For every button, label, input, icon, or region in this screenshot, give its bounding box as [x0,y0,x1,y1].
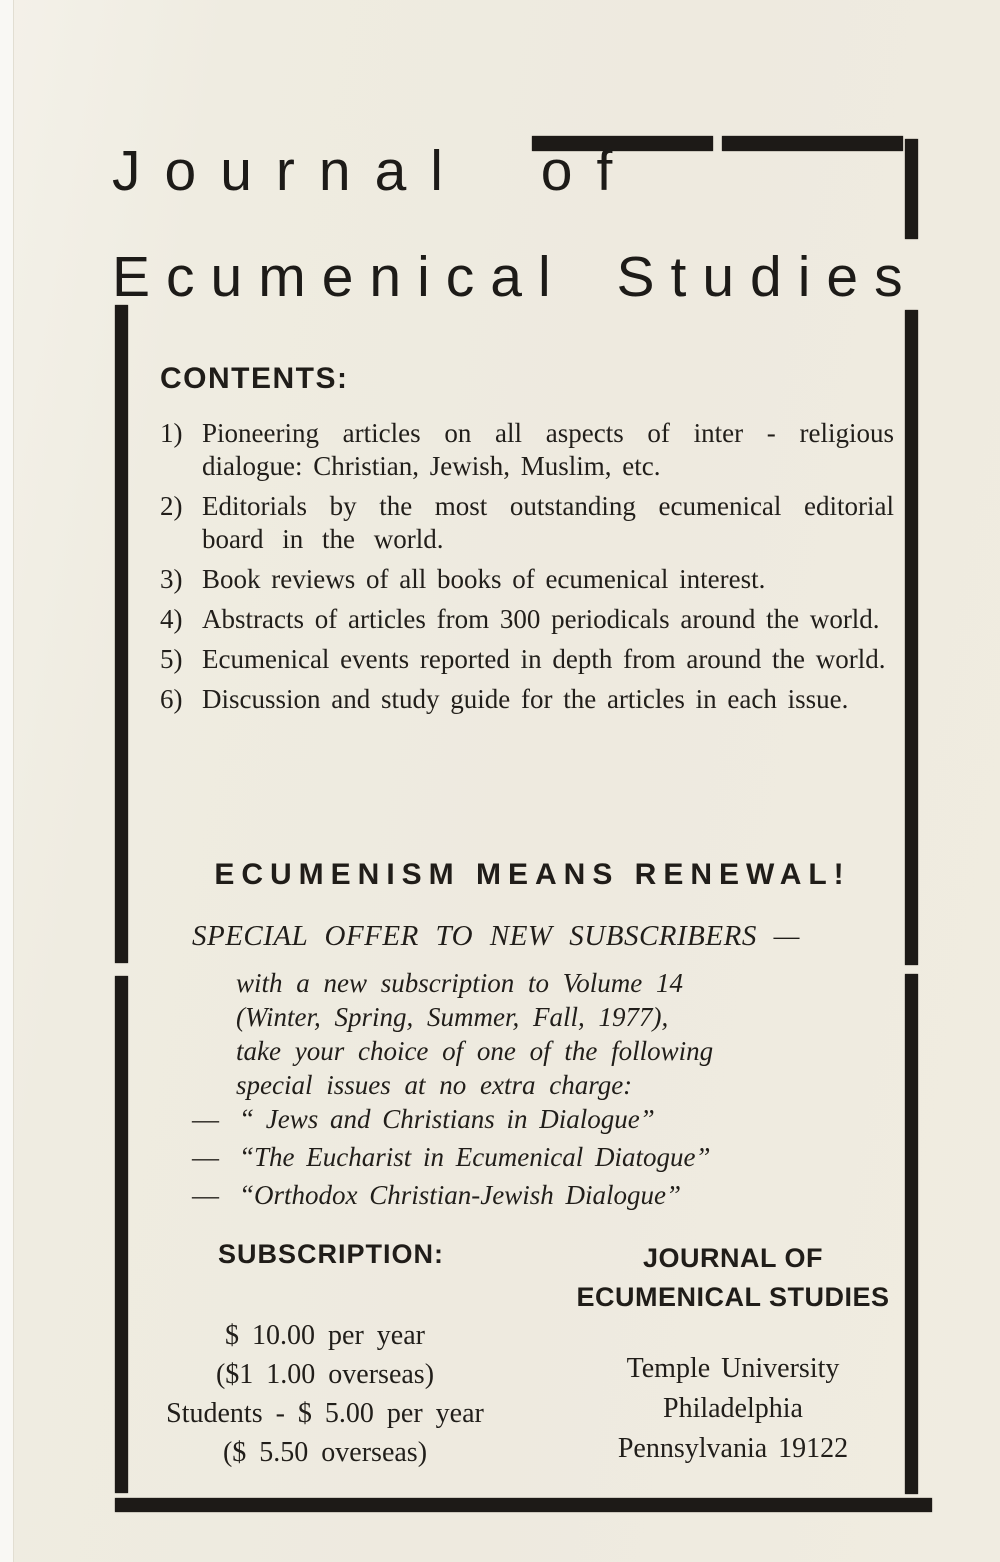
frame-bottom-bar [115,1498,932,1512]
journal-title-line2: Ecumenical Studies [112,245,919,309]
contents-item-4-text: Abstracts of articles from 300 periodicals around the world. [202,604,880,634]
special-issue-choice-3 [192,1179,710,1212]
publisher-name-line-1: JOURNAL OF [642,1243,823,1273]
contents-item-2 [160,490,894,556]
special-issue-choice-2 [192,1141,710,1174]
frame-left-bar-bottom-segment [115,976,128,1493]
slogan-headline: ECUMENISM MEANS RENEWAL! [214,858,851,891]
special-issue-choice-1 [192,1103,710,1136]
contents-item-4-number: 4) [160,604,183,634]
journal-title-line1: Journal of [112,139,637,203]
contents-item-1-number: 1) [160,418,183,448]
special-issue-choice-3-title: “Orthodox Christian-Jewish Dialogue” [239,1180,682,1210]
publisher-address [558,1349,908,1469]
subscription-rate-line-4: ($ 5.50 overseas) [222,1437,428,1468]
contents-item-1 [160,417,894,483]
contents-item-6 [160,683,894,716]
frame-right-bar-middle-segment [905,310,918,965]
publisher-address-line-2: Philadelphia [663,1393,803,1424]
offer-body-line-2: (Winter, Spring, Summer, Fall, 1977), [236,1002,669,1032]
choice-dash: — [192,1180,219,1210]
contents-item-3-text: Book reviews of all books of ecumenical interest. [202,564,766,594]
contents-item-6-number: 6) [160,684,183,714]
contents-heading: CONTENTS: [160,362,349,395]
subscription-heading: SUBSCRIPTION: [218,1239,445,1269]
offer-body-line-3: take your choice of one of the following [236,1036,714,1066]
publisher-name-line-2: ECUMENICAL STUDIES [576,1282,890,1312]
contents-item-2-text: Editorials by the most outstanding ecumenical editorial board in the world. [202,491,894,554]
contents-item-6-text: Discussion and study guide for the articles in each issue. [202,684,849,714]
contents-item-5-number: 5) [160,644,183,674]
subscription-rate-line-3: Students - $ 5.00 per year [166,1398,484,1429]
contents-list [160,417,894,723]
special-issue-choice-1-title: “ Jews and Christians in Dialogue” [239,1104,655,1134]
contents-item-2-number: 2) [160,491,183,521]
contents-item-4 [160,603,894,636]
scan-edge-artifact [0,0,14,1562]
special-issue-choice-2-title: “The Eucharist in Ecumenical Diatogue” [239,1142,711,1172]
special-issue-choices [192,1103,710,1217]
contents-item-1-text: Pioneering articles on all aspects of inter - religious dialogue: Christian, Jewish, Muslim, etc. [202,418,894,481]
subscription-rate-line-2: ($1 1.00 overseas) [215,1359,435,1390]
frame-left-bar-top-segment [115,305,128,963]
special-offer-heading: SPECIAL OFFER TO NEW SUBSCRIBERS — [192,920,800,952]
subscription-rate-line-1: $ 10.00 per year [225,1320,425,1351]
contents-item-5 [160,643,894,676]
choice-dash: — [192,1142,219,1172]
publisher-address-line-1: Temple University [626,1353,840,1384]
contents-item-3 [160,563,894,596]
contents-item-5-text: Ecumenical events reported in depth from around the world. [202,644,886,674]
contents-item-3-number: 3) [160,564,183,594]
offer-body-line-4: special issues at no extra charge: [236,1070,633,1100]
frame-right-bar-top-segment [905,139,918,239]
subscription-rates [135,1316,515,1472]
choice-dash: — [192,1104,219,1134]
publisher-address-line-3: Pennsylvania 19122 [617,1433,849,1464]
special-offer-body [236,966,713,1102]
publisher-name [558,1239,908,1317]
frame-top-bar-right-segment [722,136,903,151]
offer-body-line-1: with a new subscription to Volume 14 [236,968,683,998]
